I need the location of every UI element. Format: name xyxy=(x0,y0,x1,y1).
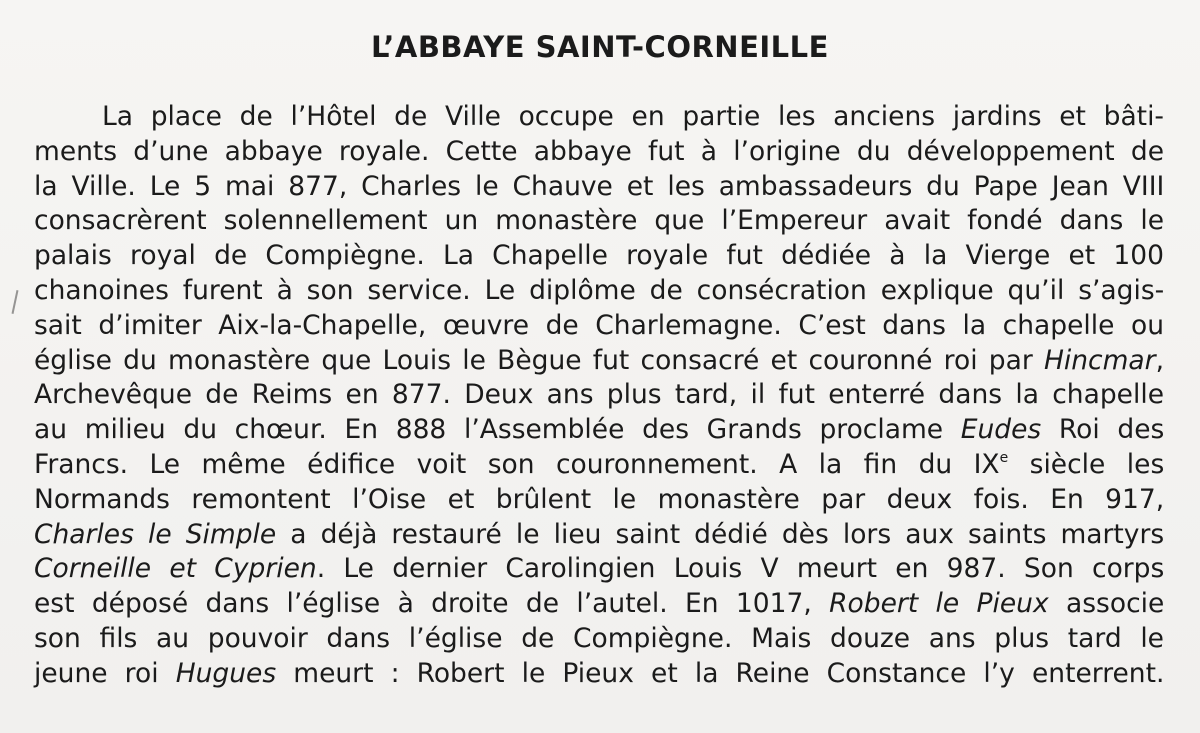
text-line xyxy=(34,204,1164,239)
text-line xyxy=(34,100,1164,135)
text-line xyxy=(34,413,1164,448)
italic-name: Hincmar xyxy=(1043,344,1156,376)
text-segment: Francs. Le même édifice voit son couronnement. A la fin du IX xyxy=(34,448,1000,480)
text-segment: jeune roi xyxy=(34,657,176,689)
text-segment: Archevêque de Reims en 877. Deux ans plus tard, il fut enterré dans la chapelle xyxy=(34,379,1164,411)
text-line xyxy=(34,378,1164,413)
text-segment: ments d’une abbaye royale. Cette abbaye fut à l’origine du développement de xyxy=(34,135,1164,167)
text-segment: palais royal de Compiègne. La Chapelle royale fut dédiée à la Vierge et 100 xyxy=(34,240,1164,272)
text-segment: meurt : Robert le Pieux et la Reine Constance l’y enterrent. xyxy=(276,657,1165,689)
text-segment: Roi des xyxy=(1041,414,1165,446)
text-segment: sait d’imiter Aix-la-Chapelle, œuvre de Charlemagne. C’est dans la chapelle ou xyxy=(34,309,1164,341)
text-line xyxy=(34,448,1164,483)
text-line xyxy=(34,518,1164,553)
text-segment: Normands remontent l’Oise et brûlent le monastère par deux fois. En 917, xyxy=(34,483,1165,515)
text-line xyxy=(34,552,1164,587)
text-segment: église du monastère que Louis le Bègue fut consacré et couronné roi par xyxy=(34,344,1044,376)
text-line xyxy=(34,622,1164,657)
text-line xyxy=(34,344,1164,379)
text-segment: La place de l’Hôtel de Ville occupe en partie les anciens jardins et bâti- xyxy=(102,101,1164,132)
text-segment: . Le dernier Carolingien Louis V meurt en 987. Son corps xyxy=(316,553,1165,585)
body-paragraph xyxy=(34,100,1164,692)
text-line xyxy=(34,135,1164,170)
text-segment: au milieu du chœur. En 888 l’Assemblée des Grands proclame xyxy=(34,414,961,446)
text-line xyxy=(34,239,1164,274)
italic-name: Charles le Simple xyxy=(34,518,277,550)
text-line xyxy=(34,170,1164,205)
text-segment: la Ville. Le 5 mai 877, Charles le Chauve et les ambassadeurs du Pape Jean VIII xyxy=(34,170,1165,202)
page-title: L’ABBAYE SAINT-CORNEILLE xyxy=(371,30,829,64)
italic-name: Corneille et Cyprien xyxy=(34,553,317,585)
text-segment: est déposé dans l’église à droite de l’autel. En 1017, xyxy=(34,588,830,620)
paper-blemish xyxy=(12,290,19,314)
text-segment: son fils au pouvoir dans l’église de Compiègne. Mais douze ans plus tard le xyxy=(34,622,1164,654)
text-line xyxy=(34,483,1164,518)
text-line xyxy=(34,587,1164,622)
text-line xyxy=(34,309,1164,344)
text-line xyxy=(34,657,1164,692)
text-segment: , xyxy=(1155,344,1164,376)
text-segment: associe xyxy=(1048,588,1165,620)
superscript: e xyxy=(999,449,1009,466)
text-line xyxy=(34,274,1164,309)
italic-name: Eudes xyxy=(960,414,1042,446)
italic-name: Hugues xyxy=(175,657,277,689)
text-segment: chanoines furent à son service. Le diplôme de consécration explique qu’il s’agis- xyxy=(34,274,1165,306)
italic-name: Robert le Pieux xyxy=(829,588,1049,620)
text-segment: siècle les xyxy=(1008,448,1165,480)
text-segment: consacrèrent solennellement un monastère que l’Empereur avait fondé dans le xyxy=(34,205,1164,237)
text-segment: a déjà restauré le lieu saint dédié dès lors aux saints martyrs xyxy=(276,518,1165,550)
